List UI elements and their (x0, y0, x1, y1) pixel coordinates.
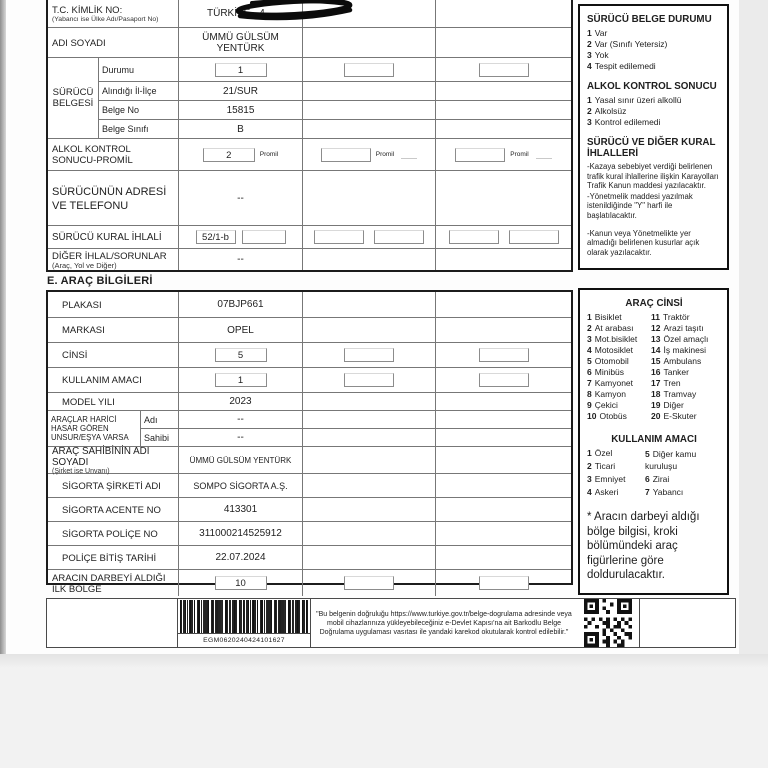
adi-soyadi-empty-2 (302, 28, 435, 57)
row-belge-sinifi (98, 119, 571, 138)
list-item: 5 Otomobil (587, 356, 629, 366)
diger-ihlal-label: DİĞER İHLAL/SORUNLAR (52, 250, 167, 262)
tc-kimlik-label: T.C. KİMLİK NO: (52, 4, 123, 16)
arac-cinsi-list (587, 312, 721, 422)
list-item: 9 Çekici (587, 400, 618, 410)
row-tc-kimlik (48, 0, 571, 27)
list-item: 8 Kamyon (587, 389, 626, 399)
hasar-group-label: ARAÇLAR HARİCİ HASAR GÖREN UNSUR/EŞYA VARSA (51, 415, 129, 442)
row-diger-ihlal (48, 248, 571, 270)
arac-sahibi-label: ARAÇ SAHİBİNİN ADI SOYADI (52, 445, 150, 468)
panel1-title-ihlaller: SÜRÜCÜ VE DİĞER KURAL İHLALLERİ (587, 137, 716, 159)
hasar-adi-value: -- (178, 411, 302, 428)
list-item: 3 Kontrol edilemedi (587, 117, 661, 127)
dotted-line (401, 151, 417, 159)
list-item: 16 Tanker (651, 367, 689, 377)
list-item: 1 Özel (587, 448, 613, 458)
list-item: 1 Bisiklet (587, 312, 622, 322)
adres-empty-3 (435, 171, 571, 225)
panel1-note-2: -Yönetmelik maddesi yazılmak istenildiğinde "Y" harfi ile başlatılacaktır. (587, 191, 693, 220)
adres-empty-2 (302, 171, 435, 225)
plakasi-label: PLAKASI (62, 299, 102, 311)
list-item: 7 Yabancı (645, 487, 684, 497)
list-item: 3 Emniyet (587, 474, 626, 484)
list-item: 17 Tren (651, 378, 681, 388)
diger-ihlal-empty-3 (435, 249, 571, 270)
belge-sinifi-value: B (178, 120, 302, 138)
value-box-empty (344, 348, 394, 362)
surucu-belgesi-nested-rows (98, 58, 571, 138)
police-bitis-label: POLİÇE BİTİŞ TARİHİ (62, 552, 157, 564)
markasi-empty-2 (302, 318, 435, 342)
hasar-sahibi-empty-2 (302, 429, 435, 446)
list-item: 6 Minibüs (587, 367, 625, 377)
alkol-empty-cell-3 (435, 139, 571, 170)
value-box-empty (479, 576, 529, 590)
row-adi-soyadi (48, 27, 571, 57)
hasar-adi-empty-2 (302, 411, 435, 428)
value-box-empty (479, 373, 529, 387)
sigorta-sirketi-value: SOMPO SİGORTA A.Ş. (178, 474, 302, 497)
kullanim-amaci-label: KULLANIM AMACI (62, 375, 142, 386)
sigorta-acente-empty-3 (435, 498, 571, 521)
value-box-empty (344, 576, 394, 590)
list-item: 6 Zirai (645, 474, 670, 484)
panel-arac-cinsi (578, 288, 729, 595)
driver-info-table (46, 0, 573, 272)
plakasi-empty-3 (435, 292, 571, 317)
row-hasar-sahibi (140, 428, 571, 446)
row-sigorta-police (48, 521, 571, 545)
dotted-line (536, 151, 552, 159)
plakasi-empty-2 (302, 292, 435, 317)
tc-kimlik-label-cell (48, 0, 178, 27)
photo-edge-bottom (0, 654, 768, 768)
tc-kimlik-empty-2 (302, 0, 435, 27)
adi-soyadi-value-cell (178, 28, 302, 57)
cinsi-value-box: 5 (215, 348, 267, 362)
list-item: 10 Otobüs (587, 411, 627, 421)
value-box-empty (479, 348, 529, 362)
value-box-empty (314, 230, 364, 244)
value-box-empty (479, 63, 529, 77)
list-item: 5 Diğer kamu kuruluşu (645, 449, 697, 471)
list-item: 1 Var (587, 28, 608, 38)
cinsi-empty-2 (302, 343, 435, 367)
list-item: 15 Ambulans (651, 356, 702, 366)
diger-ihlal-value: -- (178, 249, 302, 270)
belge-no-empty-2 (302, 101, 435, 119)
arac-sahibi-empty-2 (302, 447, 435, 473)
alkol-empty-cell-2 (302, 139, 435, 170)
row-darbe-bolge (48, 569, 571, 596)
durumu-label: Durumu (98, 58, 178, 81)
adi-soyadi-value: ÜMMÜ GÜLSÜM YENTÜRK (202, 31, 279, 54)
diger-ihlal-empty-2 (302, 249, 435, 270)
barcode (180, 600, 308, 633)
arac-sahibi-sublabel: (Şirket ise Unvanı) (52, 467, 110, 475)
kullanim-empty-2 (302, 368, 435, 392)
list-item: 13 Özel amaçlı (651, 334, 709, 344)
arac-sahibi-label-cell (48, 447, 178, 473)
sigorta-police-empty-2 (302, 522, 435, 545)
alkol-kontrol-value-cell (178, 139, 302, 170)
value-box-empty (449, 230, 499, 244)
sigorta-sirketi-empty-3 (435, 474, 571, 497)
panel2-note: * Aracın darbeyi aldığı bölge bilgisi, kroki bölümündeki araç figürlerine göre doldurulacaktır. (587, 511, 700, 581)
panel1-note-3: -Kanun veya Yönetmelikte yer almadığı belirlenen kusurlar açık olarak yazılacaktır. (587, 228, 700, 257)
footer-empty-right (639, 599, 735, 647)
value-box-empty (374, 230, 424, 244)
verify-text: "Bu belgenin doğruluğu https://www.turkiye.gov.tr/belge-dogrulama adresinde veya mobil cihazlarınıza yükleyebileceğiniz e-Devlet Kapısı'na ait Barkodlu Belge Doğrulama uygulaması vasıtası ile yandaki karekod okutularak kontrol edilebilir." (316, 610, 572, 636)
adres-telefon-value: -- (178, 171, 302, 225)
value-box-empty (509, 230, 559, 244)
kural-ihlali-empty-3 (435, 226, 571, 248)
sigorta-sirketi-label: SİGORTA ŞİRKETİ ADI (62, 480, 161, 492)
list-item: 2 Ticari (587, 461, 616, 471)
model-yili-value: 2023 (178, 393, 302, 410)
panel1-note-1: -Kazaya sebebiyet verdiği belirlenen trafik kural ihlallerine ilişkin Karayolları Trafik Kanun maddesi yazılacaktır. (587, 162, 719, 191)
diger-ihlal-label-cell (48, 249, 178, 270)
sigorta-sirketi-empty-2 (302, 474, 435, 497)
value-box-empty (344, 373, 394, 387)
darbe-empty-2 (302, 570, 435, 596)
footer-barcode-cell (177, 599, 311, 647)
darbe-empty-3 (435, 570, 571, 596)
kural-ihlali-value-box: 52/1-b (196, 230, 236, 244)
row-arac-sahibi (48, 446, 571, 473)
list-item: 14 İş makinesi (651, 345, 706, 355)
kullanim-empty-3 (435, 368, 571, 392)
adi-soyadi-label: ADI SOYADI (52, 37, 106, 49)
durumu-empty-box-2 (302, 58, 435, 81)
list-item: 7 Kamyonet (587, 378, 634, 388)
footer-verify-cell (311, 599, 577, 647)
hasar-adi-empty-3 (435, 411, 571, 428)
row-cinsi (48, 342, 571, 367)
row-kullanim-amaci (48, 367, 571, 392)
list-item: 2 Var (Sınıfı Yetersiz) (587, 39, 668, 49)
kural-ihlali-value-cell (178, 226, 302, 248)
tc-kimlik-sublabel: (Yabancı ise Ülke Adı/Pasaport No) (52, 15, 159, 23)
row-hasar-group (48, 410, 571, 446)
row-plakasi (48, 292, 571, 317)
list-item: 4 Tespit edilemedi (587, 61, 656, 71)
list-item: 3 Mot.bisiklet (587, 334, 638, 344)
list-item: 3 Yok (587, 50, 609, 60)
value-box-empty (242, 230, 286, 244)
value-box-empty (344, 63, 394, 77)
kural-ihlali-empty-2 (302, 226, 435, 248)
model-yili-empty-3 (435, 393, 571, 410)
markasi-empty-3 (435, 318, 571, 342)
police-bitis-empty-3 (435, 546, 571, 569)
markasi-value: OPEL (178, 318, 302, 342)
list-item: 20 E-Skuter (651, 411, 697, 421)
row-surucu-belgesi-group (48, 57, 571, 138)
surucu-belgesi-group-label: SÜRÜCÜ BELGESİ (52, 87, 94, 109)
list-item: 19 Diğer (651, 400, 684, 410)
footer-qr-cell (577, 599, 639, 647)
adres-telefon-label: SÜRÜCÜNÜN ADRESİ VE TELEFONU (52, 185, 167, 212)
model-yili-label: MODEL YILI (62, 396, 115, 408)
belge-no-label: Belge No (98, 101, 178, 119)
list-item: 4 Motosiklet (587, 345, 633, 355)
arac-sahibi-value: ÜMMÜ GÜLSÜM YENTÜRK (178, 447, 302, 473)
panel2-title-arac-cinsi: ARAÇ CİNSİ (625, 298, 683, 309)
belge-sinifi-empty-3 (435, 120, 571, 138)
list-item: 2 At arabası (587, 323, 634, 333)
adi-soyadi-empty-3 (435, 28, 571, 57)
list-item: 11 Traktör (651, 312, 690, 322)
tc-kimlik-value: TÜRKİYE - 4 (178, 0, 302, 27)
vehicle-section-title: E. ARAÇ BİLGİLERİ (47, 275, 153, 287)
sigorta-police-empty-3 (435, 522, 571, 545)
panel2-title-kullanim: KULLANIM AMACI (611, 434, 697, 445)
sigorta-acente-empty-2 (302, 498, 435, 521)
police-bitis-empty-2 (302, 546, 435, 569)
belge-sinifi-label: Belge Sınıfı (98, 120, 178, 138)
hasar-sahibi-value: -- (178, 429, 302, 446)
alindigi-il-empty-3 (435, 82, 571, 100)
row-markasi (48, 317, 571, 342)
police-bitis-value: 22.07.2024 (178, 546, 302, 569)
darbe-bolge-value-cell (178, 570, 302, 596)
diger-ihlal-sublabel: (Araç, Yol ve Diğer) (52, 260, 117, 270)
row-durumu (98, 58, 571, 81)
sigorta-acente-value: 413301 (178, 498, 302, 521)
photo-edge-left (0, 0, 6, 656)
value-box-empty (455, 148, 505, 162)
panel1-title-alkol: ALKOL KONTROL SONUCU (587, 81, 717, 92)
row-model-yili (48, 392, 571, 410)
sigorta-police-value: 311000214525912 (178, 522, 302, 545)
kural-ihlali-label: SÜRÜCÜ KURAL İHLALİ (52, 232, 162, 243)
qr-code (584, 599, 632, 647)
durumu-empty-box-3 (435, 58, 571, 81)
footer-strip (46, 598, 736, 648)
alindigi-il-empty-2 (302, 82, 435, 100)
cinsi-empty-3 (435, 343, 571, 367)
hasar-adi-label: Adı (140, 411, 178, 428)
list-item: 4 Askeri (587, 487, 619, 497)
row-sigorta-acente (48, 497, 571, 521)
row-adres-telefon (48, 170, 571, 225)
panel1-title-belge-durumu: SÜRÜCÜ BELGE DURUMU (587, 14, 712, 25)
row-hasar-adi (140, 411, 571, 428)
sigorta-acente-label: SİGORTA ACENTE NO (62, 504, 161, 516)
model-yili-empty-2 (302, 393, 435, 410)
panel-surucu-belge-durumu (578, 4, 729, 270)
barcode-text: EGM0620240424101627 (178, 633, 310, 647)
arac-sahibi-empty-3 (435, 447, 571, 473)
promil-unit-1: Promil (259, 151, 279, 158)
durumu-value-cell (178, 58, 302, 81)
hasar-sahibi-empty-3 (435, 429, 571, 446)
durumu-value-box: 1 (215, 63, 267, 77)
list-item: 2 Alkolsüz (587, 106, 627, 116)
sigorta-police-label: SİGORTA POLİÇE NO (62, 528, 158, 540)
photo-edge-right (739, 0, 768, 656)
hasar-nested-rows (140, 411, 571, 446)
darbe-value-box: 10 (215, 576, 267, 590)
kullanim-value-box: 1 (215, 373, 267, 387)
row-kural-ihlali (48, 225, 571, 248)
footer-empty-left (47, 599, 177, 647)
kullanim-amaci-list (587, 448, 721, 500)
alkol-value-box: 2 (203, 148, 255, 162)
value-box-empty (321, 148, 371, 162)
plakasi-value: 07BJP661 (178, 292, 302, 317)
alkol-kontrol-label: ALKOL KONTROL SONUCU-PROMİL (52, 144, 133, 166)
row-alkol-kontrol (48, 138, 571, 170)
belge-no-value: 15815 (178, 101, 302, 119)
row-police-bitis (48, 545, 571, 569)
promil-unit-2: Promil (375, 151, 395, 158)
row-sigorta-sirketi (48, 473, 571, 497)
markasi-label: MARKASI (62, 325, 105, 336)
alindigi-il-label: Alındığı İl-İlçe (98, 82, 178, 100)
list-item: 12 Arazi taşıtı (651, 323, 704, 333)
darbe-bolge-label: ARACIN DARBEYİ ALDIĞI İLK BÖLGE (52, 572, 166, 595)
hasar-sahibi-label: Sahibi (140, 429, 178, 446)
row-alindigi-il (98, 81, 571, 100)
promil-unit-3: Promil (510, 151, 529, 158)
tc-kimlik-empty-3 (435, 0, 571, 27)
cinsi-label: CİNSİ (62, 350, 88, 361)
belge-sinifi-empty-2 (302, 120, 435, 138)
list-item: 18 Tramvay (651, 389, 697, 399)
belge-no-empty-3 (435, 101, 571, 119)
alindigi-il-value: 21/SUR (178, 82, 302, 100)
cinsi-value-cell (178, 343, 302, 367)
row-belge-no (98, 100, 571, 119)
list-item: 1 Yasal sınır üzeri alkollü (587, 95, 682, 105)
kullanim-amaci-value-cell (178, 368, 302, 392)
vehicle-info-table (46, 290, 573, 595)
